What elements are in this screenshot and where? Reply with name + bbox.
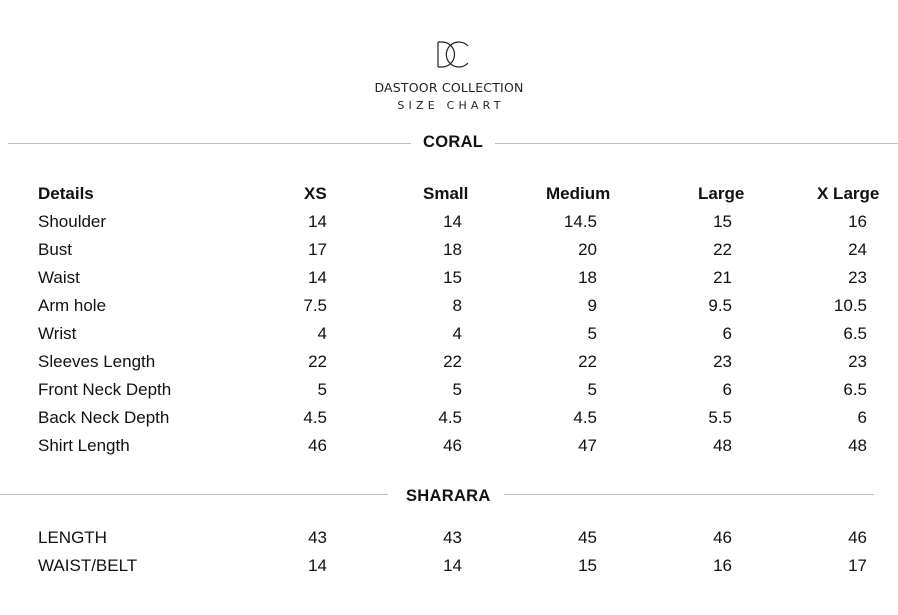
table-cell: 48 bbox=[848, 436, 867, 455]
column-header: XS bbox=[304, 184, 327, 203]
table-row bbox=[0, 552, 898, 580]
table-cell: 24 bbox=[848, 240, 867, 259]
table-header-row bbox=[0, 180, 898, 208]
table-cell: 17 bbox=[848, 556, 867, 575]
table-cell: 14 bbox=[443, 212, 462, 231]
table-cell: 7.5 bbox=[303, 296, 327, 315]
table-cell: 43 bbox=[443, 528, 462, 547]
section-divider-left bbox=[0, 494, 388, 495]
table-cell: 22 bbox=[578, 352, 597, 371]
table-row bbox=[0, 208, 898, 236]
table-cell: 46 bbox=[308, 436, 327, 455]
table-row bbox=[0, 348, 898, 376]
table-cell: 4 bbox=[452, 324, 462, 343]
table-cell: 46 bbox=[848, 528, 867, 547]
table-cell: 8 bbox=[452, 296, 462, 315]
table-cell: 10.5 bbox=[833, 296, 867, 315]
table-cell: 23 bbox=[848, 268, 867, 287]
table-cell: 23 bbox=[848, 352, 867, 371]
table-cell: 6.5 bbox=[843, 380, 867, 399]
table-cell: 5 bbox=[587, 380, 597, 399]
row-label: Waist bbox=[38, 268, 80, 287]
section-divider-right bbox=[495, 143, 898, 144]
table-cell: 14 bbox=[443, 556, 462, 575]
page-subtitle: SIZE CHART bbox=[397, 99, 505, 112]
table-row bbox=[0, 236, 898, 264]
table-cell: 4 bbox=[317, 324, 327, 343]
row-label: WAIST/BELT bbox=[38, 556, 138, 575]
table-cell: 46 bbox=[713, 528, 732, 547]
column-header: Large bbox=[698, 184, 745, 203]
table-cell: 4.5 bbox=[573, 408, 597, 427]
column-header: X Large bbox=[817, 184, 880, 203]
table-cell: 23 bbox=[713, 352, 732, 371]
table-cell: 14 bbox=[308, 556, 327, 575]
table-cell: 16 bbox=[848, 212, 867, 231]
table-cell: 15 bbox=[443, 268, 462, 287]
table-cell: 18 bbox=[578, 268, 597, 287]
table-cell: 16 bbox=[713, 556, 732, 575]
table-cell: 6 bbox=[722, 324, 732, 343]
table-row bbox=[0, 524, 898, 552]
table-cell: 5 bbox=[587, 324, 597, 343]
row-label: Sleeves Length bbox=[38, 352, 156, 371]
table-cell: 9.5 bbox=[708, 296, 732, 315]
table-cell: 6.5 bbox=[843, 324, 867, 343]
table-cell: 5.5 bbox=[708, 408, 732, 427]
table-cell: 21 bbox=[713, 268, 732, 287]
table-cell: 14 bbox=[308, 212, 327, 231]
table-row bbox=[0, 376, 898, 404]
section-divider-left bbox=[8, 143, 411, 144]
table-row bbox=[0, 264, 898, 292]
table-cell: 22 bbox=[443, 352, 462, 371]
table-row bbox=[0, 292, 898, 320]
row-label: Bust bbox=[38, 240, 73, 259]
brand-name: DASTOOR COLLECTION bbox=[374, 80, 524, 95]
table-row bbox=[0, 432, 898, 460]
table-cell: 14 bbox=[308, 268, 327, 287]
table-cell: 45 bbox=[578, 528, 597, 547]
row-label: Shirt Length bbox=[38, 436, 130, 455]
table-cell: 22 bbox=[713, 240, 732, 259]
dc-monogram-icon bbox=[432, 40, 472, 70]
table-cell: 4.5 bbox=[303, 408, 327, 427]
table-cell: 22 bbox=[308, 352, 327, 371]
table-cell: 46 bbox=[443, 436, 462, 455]
table-cell: 20 bbox=[578, 240, 597, 259]
table-cell: 6 bbox=[722, 380, 732, 399]
section-title-sharara: SHARARA bbox=[406, 487, 491, 505]
section-title-coral: CORAL bbox=[423, 133, 484, 151]
table-cell: 15 bbox=[578, 556, 597, 575]
table-cell: 15 bbox=[713, 212, 732, 231]
column-header: Small bbox=[423, 184, 469, 203]
row-label: Wrist bbox=[38, 324, 77, 343]
row-label: Arm hole bbox=[38, 296, 107, 315]
table-row bbox=[0, 320, 898, 348]
column-header: Medium bbox=[546, 184, 611, 203]
table-row bbox=[0, 404, 898, 432]
section-divider-right bbox=[504, 494, 874, 495]
row-label: Shoulder bbox=[38, 212, 107, 231]
table-cell: 47 bbox=[578, 436, 597, 455]
table-cell: 5 bbox=[317, 380, 327, 399]
table-cell: 6 bbox=[857, 408, 867, 427]
column-header: Details bbox=[38, 184, 94, 203]
table-cell: 14.5 bbox=[563, 212, 597, 231]
table-cell: 4.5 bbox=[438, 408, 462, 427]
table-cell: 9 bbox=[587, 296, 597, 315]
table-cell: 17 bbox=[308, 240, 327, 259]
row-label: Front Neck Depth bbox=[38, 380, 172, 399]
table-cell: 18 bbox=[443, 240, 462, 259]
table-cell: 43 bbox=[308, 528, 327, 547]
row-label: Back Neck Depth bbox=[38, 408, 170, 427]
table-cell: 48 bbox=[713, 436, 732, 455]
row-label: LENGTH bbox=[38, 528, 107, 547]
table-cell: 5 bbox=[452, 380, 462, 399]
